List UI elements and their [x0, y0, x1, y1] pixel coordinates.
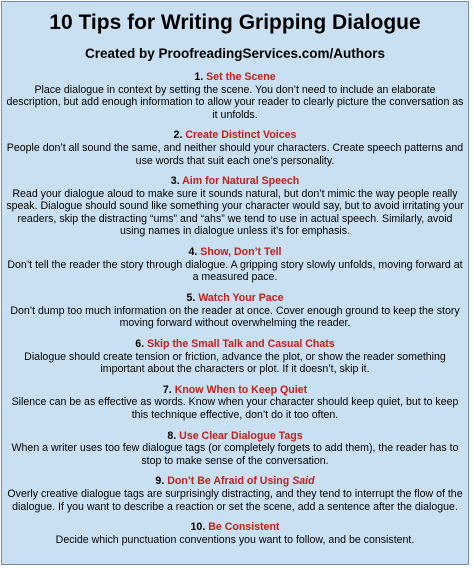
- infographic-card: [1, 1, 469, 565]
- tip-number: 7.: [162, 383, 172, 396]
- tip-item-4: [2, 246, 468, 284]
- tip-heading: [6, 71, 464, 83]
- tip-body: Don’t tell the reader the story through dialogue. A gripping story slowly unfolds, moving forward at a measured pace.: [7, 258, 463, 284]
- tip-number: 6.: [135, 337, 145, 350]
- tip-title: Be Consistent: [208, 521, 280, 534]
- tip-number: 5.: [186, 291, 196, 304]
- tip-number: 8.: [167, 429, 177, 442]
- tip-number: 4.: [188, 245, 198, 258]
- tip-heading: [6, 175, 464, 187]
- tip-item-6: [2, 338, 468, 376]
- tip-heading: [6, 521, 464, 533]
- tip-number: 3.: [170, 175, 180, 188]
- tips-list: [2, 71, 468, 547]
- tip-title-emphasis: Said: [292, 475, 315, 488]
- tip-heading: [6, 129, 464, 141]
- tip-body: Decide which punctuation conventions you want to follow, and be consistent.: [55, 534, 415, 547]
- tip-item-3: [2, 175, 468, 237]
- tip-heading: [6, 384, 464, 396]
- tip-item-10: [2, 521, 468, 546]
- tip-heading: [6, 430, 464, 442]
- page-title: 10 Tips for Writing Gripping Dialogue: [49, 11, 421, 34]
- tip-title: [167, 475, 314, 487]
- tip-title: Use Clear Dialogue Tags: [179, 429, 303, 442]
- tip-title: Set the Scene: [206, 71, 276, 83]
- tip-body: Silence can be as effective as words. Know when your character should keep quiet, but to keep this technique effective, don’t do it too often.: [11, 396, 459, 421]
- tip-item-2: [2, 129, 468, 167]
- tip-title: Skip the Small Talk and Casual Chats: [147, 337, 335, 350]
- tip-heading: [6, 246, 464, 258]
- tip-title: Watch Your Pace: [198, 291, 284, 304]
- tip-title: Create Distinct Voices: [185, 129, 297, 142]
- tip-body: Read your dialogue aloud to make sure it sounds natural, but don’t mimic the way people really speak. Dialogue should sound like something your character would say, but to avoid irritating your readers, skip the distracting “ums” and “ahs” we tend to use in actual speech. Similarly, avoid using names in dialogue unless it’s for emphasis.: [6, 188, 464, 238]
- tip-body: Dialogue should create tension or friction, advance the plot, or show the reader something important about the characters or plot. If it doesn’t, skip it.: [24, 350, 446, 375]
- tip-heading: [6, 338, 464, 350]
- tip-body: Overly creative dialogue tags are surprisingly distracting, and they tend to interrupt the flow of the dialogue. If you want to describe a reaction or set the scene, add a sentence after the dialogue.: [7, 488, 463, 513]
- tip-title: Know When to Keep Quiet: [174, 383, 308, 396]
- tip-number: 10.: [190, 521, 206, 534]
- tip-item-9: [2, 475, 468, 513]
- tip-heading: [6, 292, 464, 304]
- tip-title: Aim for Natural Speech: [182, 175, 300, 188]
- tip-item-1: [2, 71, 468, 121]
- page-subtitle: Created by ProofreadingServices.com/Authors: [84, 46, 386, 61]
- tip-number: 9.: [155, 475, 165, 488]
- tip-body: People don’t all sound the same, and neither should your characters. Create speech patterns and use words that suit each one’s personality.: [6, 142, 464, 167]
- tip-body: Don’t dump too much information on the reader at once. Cover enough ground to keep the story moving forward without overwhelming the reader.: [10, 304, 460, 330]
- tip-number: 2.: [173, 129, 183, 142]
- tip-heading: [6, 475, 464, 487]
- tip-body: Place dialogue in context by setting the scene. You don’t need to include an elaborate description, but add enough information to allow your reader to clearly picture the conversation as it unfolds.: [6, 83, 464, 121]
- tip-body: When a writer uses too few dialogue tags (or completely forgets to add them), the reader has to stop to make sense of the conversation.: [11, 442, 459, 467]
- tip-item-8: [2, 430, 468, 468]
- tip-title: Show, Don’t Tell: [200, 245, 282, 258]
- tip-number: 1.: [194, 71, 204, 83]
- tip-title-text: Don’t Be Afraid of Using: [167, 475, 290, 488]
- tip-item-7: [2, 384, 468, 422]
- tip-item-5: [2, 292, 468, 330]
